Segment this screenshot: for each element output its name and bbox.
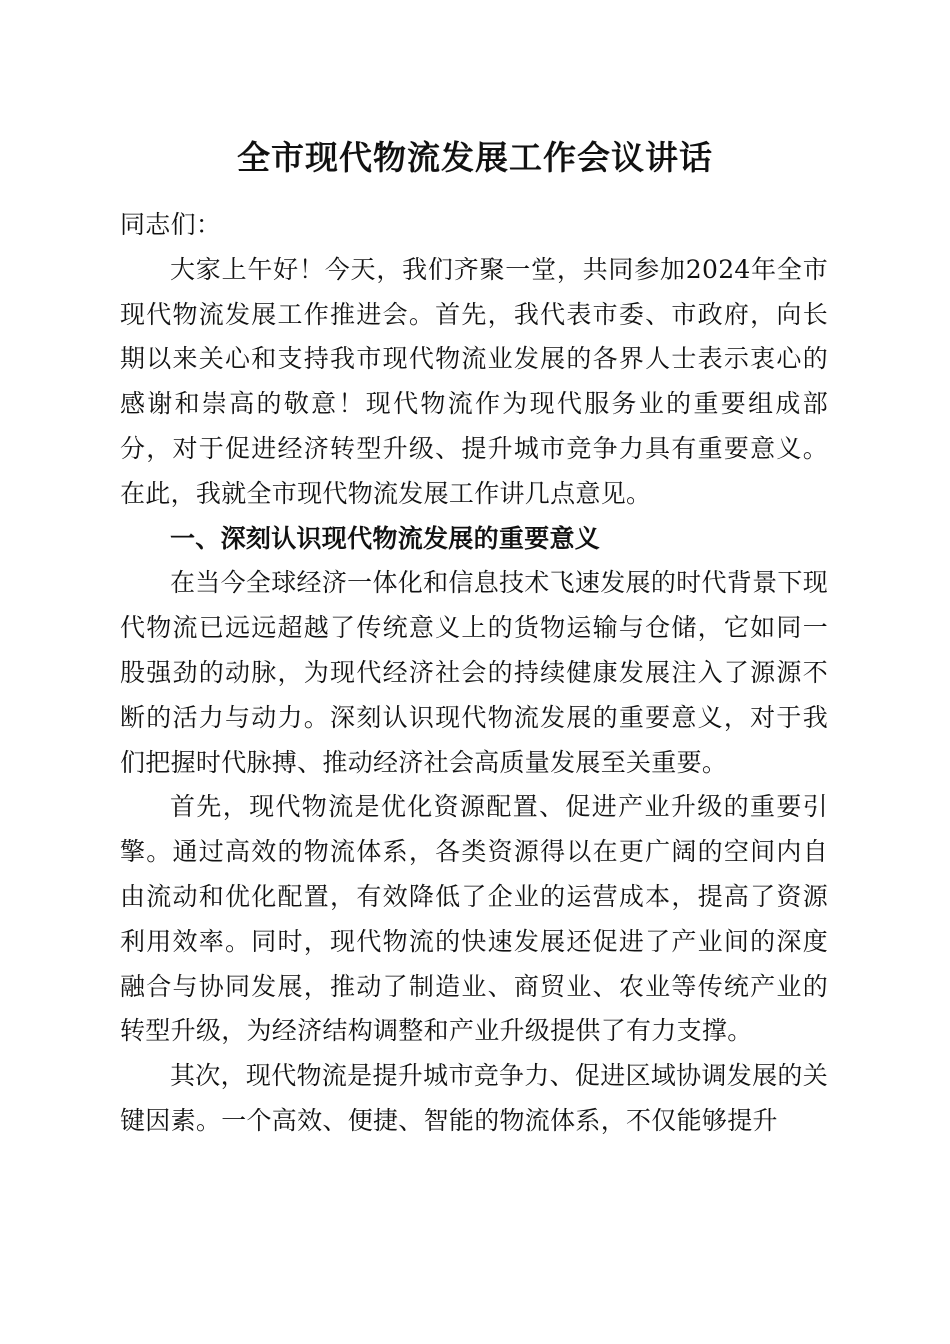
section-paragraph: 在当今全球经济一体化和信息技术飞速发展的时代背景下现代物流已远远超越了传统意义上的货物运输与仓储，它如同一股强劲的动脉，为现代经济社会的持续健康发展注入了源源不断的活力与动力。深刻认识现代物流发展的重要意义，对于我们把握时代脉搏、推动经济社会高质量发展至关重要。	[120, 568, 828, 777]
section-paragraph: 其次，现代物流是提升城市竞争力、促进区域协调发展的关键因素。一个高效、便捷、智能的物流体系，不仅能够提升	[120, 1061, 828, 1135]
section-heading: 一、深刻认识现代物流发展的重要意义	[170, 523, 601, 553]
salutation: 同志们：	[120, 210, 222, 239]
opening-paragraph: 大家上午好！今天，我们齐聚一堂，共同参加2024年全市现代物流发展工作推进会。首先，我代表市委、市政府，向长期以来关心和支持我市现代物流业发展的各界人士表示衷心的感谢和崇高的敬意！现代物流作为现代服务业的重要组成部分，对于促进经济转型升级、提升城市竞争力具有重要意义。在此，我就全市现代物流发展工作讲几点意见。	[120, 254, 828, 508]
section-paragraph: 首先，现代物流是优化资源配置、促进产业升级的重要引擎。通过高效的物流体系，各类资源得以在更广阔的空间内自由流动和优化配置，有效降低了企业的运营成本，提高了资源利用效率。同时，现代物流的快速发展还促进了产业间的深度融合与协同发展，推动了制造业、商贸业、农业等传统产业的转型升级，为经济结构调整和产业升级提供了有力支撑。	[120, 792, 828, 1046]
document-title: 全市现代物流发展工作会议讲话	[237, 138, 713, 177]
document-body	[120, 203, 828, 1144]
